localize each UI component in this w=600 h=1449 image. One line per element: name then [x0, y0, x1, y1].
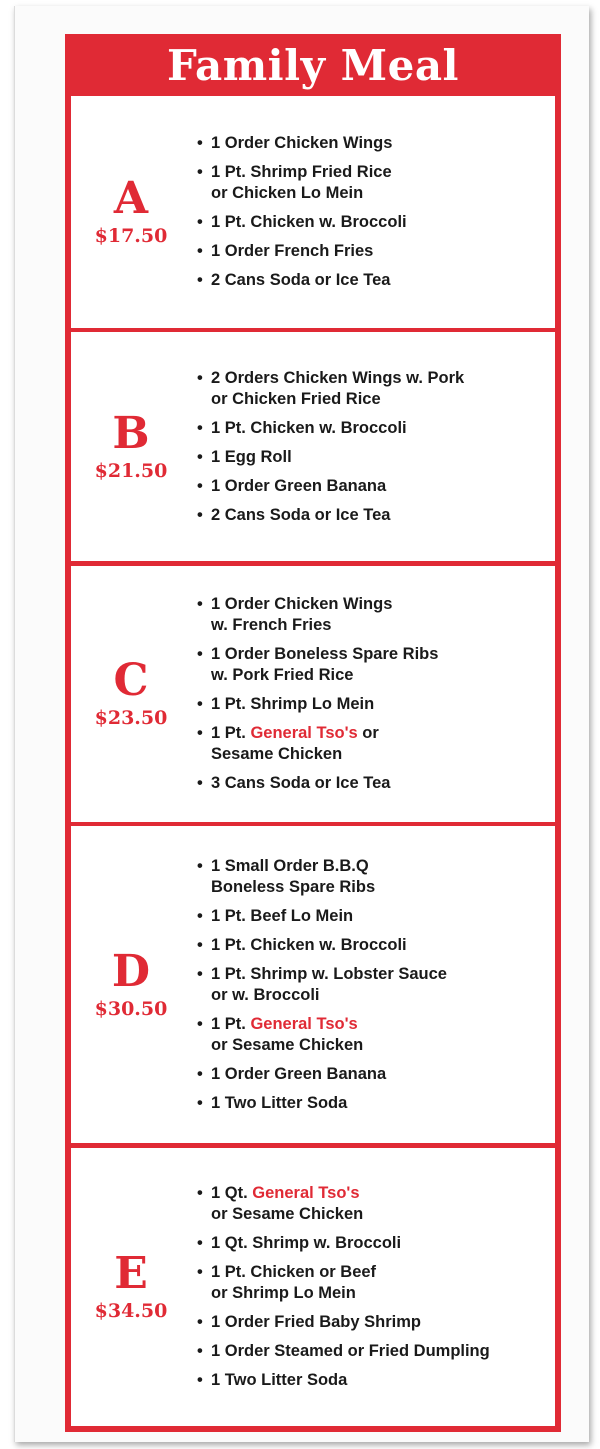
meal-label [71, 332, 191, 561]
meal-panel-a [71, 96, 555, 328]
meal-items [197, 1148, 547, 1426]
menu-item-text: or Shrimp Lo Mein [211, 1284, 356, 1302]
menu-item-text: 2 Cans Soda or Ice Tea [211, 271, 391, 289]
menu-item-text: 1 Pt. Chicken w. Broccoli [211, 935, 407, 954]
menu-item [197, 723, 547, 765]
menu-item-text: 1 Two Litter Soda [211, 1093, 348, 1112]
menu-item [197, 1064, 547, 1085]
menu-item-text: w. Pork Fried Rice [211, 666, 354, 684]
menu-item-text: 1 Pt. Chicken w. Broccoli [211, 418, 407, 437]
menu-item-text: 1 Order Chicken Wings [211, 595, 393, 613]
menu-item [197, 505, 547, 526]
menu-item [197, 594, 547, 636]
menu-item-text: or Chicken Fried Rice [211, 389, 381, 408]
meal-letter: C [113, 655, 149, 706]
menu-item-text: 1 Small Order B.B.Q [211, 856, 369, 875]
meal-label [71, 96, 191, 328]
menu-item-text: 1 Pt. Shrimp Fried Rice [211, 163, 392, 181]
meal-price: $17.50 [94, 225, 168, 247]
meal-items [197, 332, 547, 561]
menu-item [197, 241, 547, 262]
menu-item [197, 447, 547, 468]
meal-label [71, 1148, 191, 1426]
menu-item [197, 935, 547, 956]
menu-item [197, 906, 547, 927]
menu-item-text: 1 Pt. Shrimp Lo Mein [211, 695, 375, 713]
menu-item-text: 1 Pt. [211, 1014, 251, 1033]
menu-item-text: 1 Pt. Shrimp w. Lobster Sauce [211, 964, 447, 983]
menu-item-text: 2 Orders Chicken Wings w. Pork [211, 368, 465, 387]
menu-item [197, 773, 547, 794]
menu-sheet [14, 6, 589, 1442]
highlighted-dish: General Tso's [252, 1184, 360, 1202]
meal-panel-b [71, 332, 555, 561]
menu-item-text: 1 Order Fried Baby Shrimp [211, 1313, 421, 1331]
meal-letter: E [114, 1248, 148, 1299]
menu-item-text: 1 Qt. Shrimp w. Broccoli [211, 1234, 402, 1252]
menu-item [197, 1312, 547, 1333]
meal-items [197, 566, 547, 822]
menu-item-text: 1 Order Green Banana [211, 476, 387, 495]
menu-item [197, 133, 547, 154]
menu-item [197, 1262, 547, 1304]
menu-item [197, 1093, 547, 1114]
menu-item-text: 1 Pt. Chicken w. Broccoli [211, 213, 407, 231]
meal-panel-d [71, 826, 555, 1143]
menu-item-text: 1 Two Litter Soda [211, 1371, 348, 1389]
meal-letter: B [112, 407, 150, 459]
highlighted-dish: General Tso's [250, 1014, 358, 1033]
meal-letter: A [113, 173, 149, 224]
menu-item-text: 1 Pt. Beef Lo Mein [211, 906, 354, 925]
meal-items [197, 96, 547, 328]
menu-item [197, 694, 547, 715]
menu-item-text: or w. Broccoli [211, 985, 320, 1004]
menu-item-text: 1 Pt. [211, 724, 251, 742]
meal-price: $30.50 [94, 997, 168, 1020]
menu-item-text: 1 Egg Roll [211, 447, 292, 466]
menu-item-text: 1 Order Chicken Wings [211, 134, 393, 152]
menu-item-text: or [357, 724, 379, 742]
menu-item [197, 1183, 547, 1225]
menu-item-text: Boneless Spare Ribs [211, 877, 376, 896]
menu-item [197, 270, 547, 291]
meal-price: $34.50 [94, 1300, 168, 1322]
meal-items [197, 826, 547, 1143]
meal-price: $23.50 [94, 707, 168, 729]
menu-item-text: or Sesame Chicken [211, 1035, 364, 1054]
menu-item-text: w. French Fries [211, 616, 332, 634]
menu-item [197, 1014, 547, 1056]
menu-item [197, 212, 547, 233]
menu-title: Family Meal [167, 40, 459, 90]
menu-item [197, 856, 547, 898]
family-meal-frame [65, 34, 561, 1432]
menu-item [197, 964, 547, 1006]
menu-item-text: 2 Cans Soda or Ice Tea [211, 505, 391, 524]
meal-price: $21.50 [94, 459, 168, 482]
highlighted-dish: General Tso's [250, 724, 358, 742]
meal-label [71, 566, 191, 822]
menu-item [197, 644, 547, 686]
menu-item-text: Sesame Chicken [211, 745, 343, 763]
menu-item-text: 1 Order French Fries [211, 242, 374, 260]
menu-item-text: 1 Pt. Chicken or Beef [211, 1263, 377, 1281]
menu-item [197, 1341, 547, 1362]
menu-item [197, 476, 547, 497]
menu-item-text: 3 Cans Soda or Ice Tea [211, 774, 391, 792]
menu-item-text: 1 Qt. [211, 1184, 253, 1202]
menu-item [197, 418, 547, 439]
meal-panel-c [71, 566, 555, 822]
menu-item-text: or Sesame Chicken [211, 1205, 364, 1223]
menu-item-text: 1 Order Green Banana [211, 1064, 387, 1083]
meal-panel-e [71, 1148, 555, 1426]
menu-item [197, 368, 547, 410]
menu-item [197, 1370, 547, 1391]
menu-item-text: or Chicken Lo Mein [211, 184, 364, 202]
meal-letter: D [111, 945, 151, 997]
menu-item [197, 1233, 547, 1254]
menu-item-text: 1 Order Steamed or Fried Dumpling [211, 1342, 490, 1360]
meal-label [71, 826, 191, 1143]
menu-item-text: 1 Order Boneless Spare Ribs [211, 645, 439, 663]
menu-item [197, 162, 547, 204]
